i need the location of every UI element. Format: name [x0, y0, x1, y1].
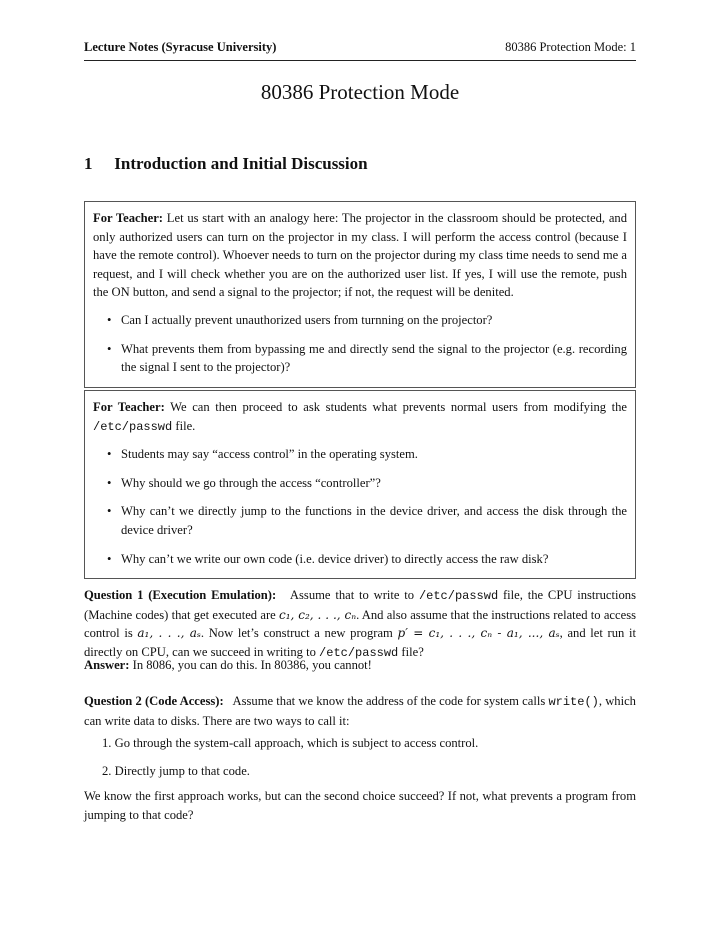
section-title: Introduction and Initial Discussion — [114, 154, 368, 173]
list-item: 2. Directly jump to that code. — [102, 763, 250, 778]
list-item — [93, 445, 627, 464]
teacher-note-box-1 — [84, 201, 636, 388]
list-item-text: Students may say “access control” in the operating system. — [121, 447, 418, 462]
list-item — [93, 502, 627, 539]
teacher-note-box-2 — [84, 390, 636, 579]
bullet-icon: • — [107, 504, 112, 519]
answer-text: In 8086, you can do this. In 80386, you cannot! — [132, 658, 372, 672]
question-text: Assume that to write to — [289, 588, 415, 602]
list-item-text: Why can’t we directly jump to the functions in the device driver, and access the disk through the device driver? — [121, 504, 627, 537]
teacher-note-text — [93, 398, 627, 436]
question-text: Assume that we know the address of the code for system calls — [232, 694, 546, 708]
math-expression: p′ = c₁, . . ., cₙ - a₁, ..., aₛ — [397, 626, 560, 641]
question-label: Question 1 (Execution Emulation): — [84, 588, 277, 602]
bullet-list — [93, 445, 627, 568]
question-text: file? — [401, 644, 424, 659]
section-number: 1 — [84, 154, 93, 173]
question-1 — [84, 586, 636, 662]
header-course: Lecture Notes (Syracuse University) — [84, 40, 277, 54]
bullet-icon: • — [107, 312, 112, 327]
bullet-icon: • — [107, 447, 112, 462]
closing-paragraph: We know the first approach works, but can the second choice succeed? If not, what prevents a program from jumping to that code? — [84, 789, 636, 822]
question-text: file, the CPU instructions (Machine codes) that get executed are — [84, 588, 637, 622]
list-item — [93, 550, 627, 569]
list-item-text: What prevents them from bypassing me and directly send the signal to the projector (e.g. recording the signal I sent to the projector)? — [121, 341, 627, 375]
list-item-text: Why can’t we write our own code (i.e. device driver) to directly access the raw disk? — [121, 551, 549, 566]
list-item — [93, 311, 627, 330]
teacher-note-body: Let us start with an analogy here: The projector in the classroom should be protected, and only authorized users can turn on the projector in my class. I will perform the access control (because I have the remote control). Whoever needs to turn on the projector during my class time needs to send me a request, and I will check whether you are on the authorized user list. If yes, I will use the remote, push the ON button, and send a signal to the projector; if not, the request will be denited. — [93, 211, 627, 300]
header-page: 80386 Protection Mode: 1 — [505, 40, 636, 54]
list-item: 1. Go through the system-call approach, which is subject to access control. — [102, 736, 479, 750]
question-label: Question 2 (Code Access): — [84, 694, 224, 708]
numbered-list — [84, 734, 636, 789]
code-path: /etc/passwd — [319, 645, 399, 660]
question-text: , which can write data to disks. There are two ways to call it: — [84, 694, 636, 728]
list-item — [93, 474, 627, 493]
bullet-icon: • — [107, 475, 112, 490]
question-text: . And also assume that the instructions related to access control is — [84, 607, 636, 641]
bullet-list — [93, 311, 627, 377]
answer — [84, 656, 636, 675]
teacher-label: For Teacher: — [93, 211, 163, 225]
teacher-label: For Teacher: — [93, 400, 165, 414]
list-item — [93, 340, 627, 377]
list-item-text: Why should we go through the access “controller”? — [121, 475, 381, 490]
page-title: 80386 Protection Mode — [260, 80, 460, 104]
code-path: /etc/passwd — [418, 589, 499, 603]
question-text: , and let run it directly on CPU, can we succeed in writing to — [84, 626, 636, 659]
bullet-icon: • — [107, 341, 112, 356]
bullet-icon: • — [107, 551, 112, 566]
section-heading — [84, 154, 636, 174]
question-text: . Now let’s construct a new program — [200, 626, 393, 641]
answer-label: Answer: — [84, 658, 130, 672]
teacher-note-text — [93, 209, 627, 302]
math-expression: c₁, c₂, . . ., cₙ — [278, 607, 357, 622]
code-function: write() — [548, 695, 599, 709]
question-2 — [84, 692, 636, 730]
list-item-text: Can I actually prevent unauthorized users from turnning on the projector? — [121, 312, 493, 327]
teacher-note-body-end: file. — [175, 418, 196, 433]
running-header — [84, 40, 636, 61]
code-path: /etc/passwd — [93, 419, 173, 434]
teacher-note-body: We can then proceed to ask students what prevents normal users from modifying the — [170, 400, 628, 414]
math-expression: a₁, . . ., aₛ — [137, 626, 201, 641]
